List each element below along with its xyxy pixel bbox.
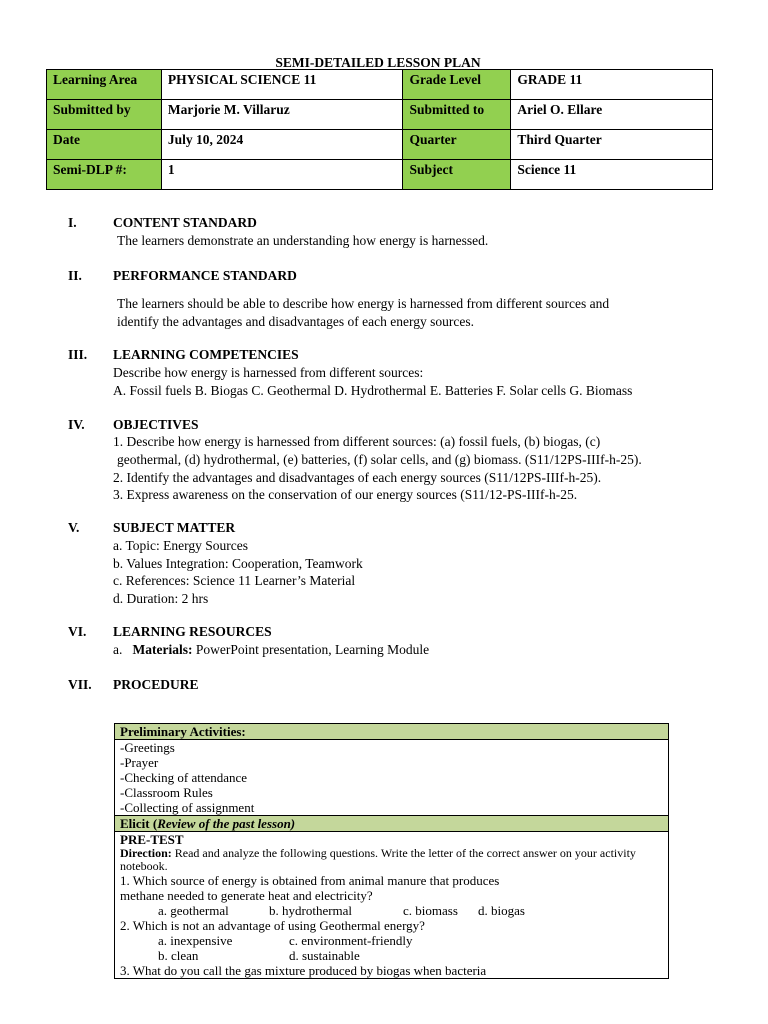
pretest-label: PRE-TEST	[120, 832, 184, 847]
section-heading: LEARNING RESOURCES	[113, 624, 272, 639]
quarter-label: Quarter	[403, 130, 511, 160]
question-line: 3. What do you call the gas mixture produced by biogas when bacteria	[120, 963, 487, 978]
section-heading: LEARNING COMPETENCIES	[113, 347, 299, 362]
objective-line: 2. Identify the advantages and disadvantages of each energy sources (S11/12PS-IIIf-h-25).	[113, 470, 602, 485]
learning-area-value: PHYSICAL SCIENCE 11	[161, 70, 403, 100]
direction-text	[115, 847, 668, 873]
submitted-by-label: Submitted by	[47, 100, 162, 130]
list-item: -Prayer	[120, 755, 159, 770]
section-number: III.	[68, 347, 88, 362]
subject-value: Science 11	[511, 160, 713, 190]
elicit-header	[115, 815, 668, 832]
grade-level-value: GRADE 11	[511, 70, 713, 100]
option: a. inexpensive	[158, 933, 233, 948]
section-number: I.	[68, 215, 77, 230]
section-number: II.	[68, 268, 82, 283]
grade-level-label: Grade Level	[403, 70, 511, 100]
submitted-to-value: Ariel O. Ellare	[511, 100, 713, 130]
direction-label: Direction:	[120, 846, 172, 860]
competency-line: A. Fossil fuels B. Biogas C. Geothermal D. Hydrothermal E. Batteries F. Solar cells G. Biomass	[113, 383, 633, 398]
subject-matter-item: a. Topic: Energy Sources	[113, 538, 249, 553]
question-line: 2. Which is not an advantage of using Geothermal energy?	[120, 918, 425, 933]
option: b. hydrothermal	[269, 903, 353, 918]
direction-body: Read and analyze the following questions. Write the letter of the correct answer on your activity notebook.	[120, 846, 636, 873]
subject-label: Subject	[403, 160, 511, 190]
section-number: IV.	[68, 417, 85, 432]
preliminary-activities-header: Preliminary Activities:	[115, 724, 668, 740]
option: a. geothermal	[158, 903, 229, 918]
semi-dlp-value: 1	[161, 160, 403, 190]
list-item: -Greetings	[120, 740, 175, 755]
section-heading: PERFORMANCE STANDARD	[113, 268, 297, 283]
materials-line	[113, 642, 429, 658]
subject-matter-item: b. Values Integration: Cooperation, Teamwork	[113, 556, 363, 571]
question-options	[115, 948, 668, 963]
submitted-by-value: Marjorie M. Villaruz	[161, 100, 403, 130]
question-line: 1. Which source of energy is obtained from animal manure that produces	[120, 873, 500, 888]
objective-line: 1. Describe how energy is harnessed from different sources: (a) fossil fuels, (b) biogas, (c)	[113, 434, 601, 449]
semi-dlp-label: Semi-DLP #:	[47, 160, 162, 190]
performance-standard-line: The learners should be able to describe how energy is harnessed from different sources and	[117, 296, 610, 311]
list-item: -Collecting of assignment	[120, 800, 255, 815]
content-standard-text: The learners demonstrate an understanding how energy is harnessed.	[117, 233, 489, 248]
table-row	[47, 160, 713, 190]
table-row	[47, 130, 713, 160]
option: b. clean	[158, 948, 199, 963]
section-number: V.	[68, 520, 80, 535]
procedure-table	[114, 723, 669, 979]
option: d. sustainable	[289, 948, 360, 963]
competency-line: Describe how energy is harnessed from different sources:	[113, 365, 424, 380]
section-heading: CONTENT STANDARD	[113, 215, 257, 230]
section-heading: SUBJECT MATTER	[113, 520, 236, 535]
date-label: Date	[47, 130, 162, 160]
option: c. biomass	[403, 903, 458, 918]
performance-standard-line: identify the advantages and disadvantages of each energy sources.	[117, 314, 474, 329]
elicit-italic-label: Review of the past lesson)	[157, 816, 296, 831]
option: d. biogas	[478, 903, 525, 918]
section-heading: OBJECTIVES	[113, 417, 199, 432]
quarter-value: Third Quarter	[511, 130, 713, 160]
page-title: SEMI-DETAILED LESSON PLAN	[275, 55, 481, 70]
question-line: methane needed to generate heat and electricity?	[120, 888, 373, 903]
table-row	[47, 100, 713, 130]
submitted-to-label: Submitted to	[403, 100, 511, 130]
learning-area-label: Learning Area	[47, 70, 162, 100]
materials-value: PowerPoint presentation, Learning Module	[192, 642, 430, 657]
section-number: VII.	[68, 677, 92, 692]
question-options	[115, 933, 668, 948]
table-row	[47, 70, 713, 100]
subject-matter-item: c. References: Science 11 Learner’s Material	[113, 573, 356, 588]
materials-prefix: a.	[113, 642, 123, 657]
section-heading: PROCEDURE	[113, 677, 199, 692]
objective-line: geothermal, (d) hydrothermal, (e) batteries, (f) solar cells, and (g) biomass. (S11/12PS-IIIf-h-25).	[117, 452, 642, 467]
lesson-info-table	[46, 69, 713, 190]
date-value: July 10, 2024	[161, 130, 403, 160]
objective-line: 3. Express awareness on the conservation of our energy sources (S11/12-PS-IIIf-h-25.	[113, 487, 578, 502]
question-options	[115, 903, 668, 918]
elicit-label: Elicit (	[120, 816, 158, 831]
option: c. environment-friendly	[289, 933, 413, 948]
materials-label: Materials:	[132, 642, 193, 657]
subject-matter-item: d. Duration: 2 hrs	[113, 591, 209, 606]
section-number: VI.	[68, 624, 87, 639]
list-item: -Checking of attendance	[120, 770, 248, 785]
list-item: -Classroom Rules	[120, 785, 213, 800]
